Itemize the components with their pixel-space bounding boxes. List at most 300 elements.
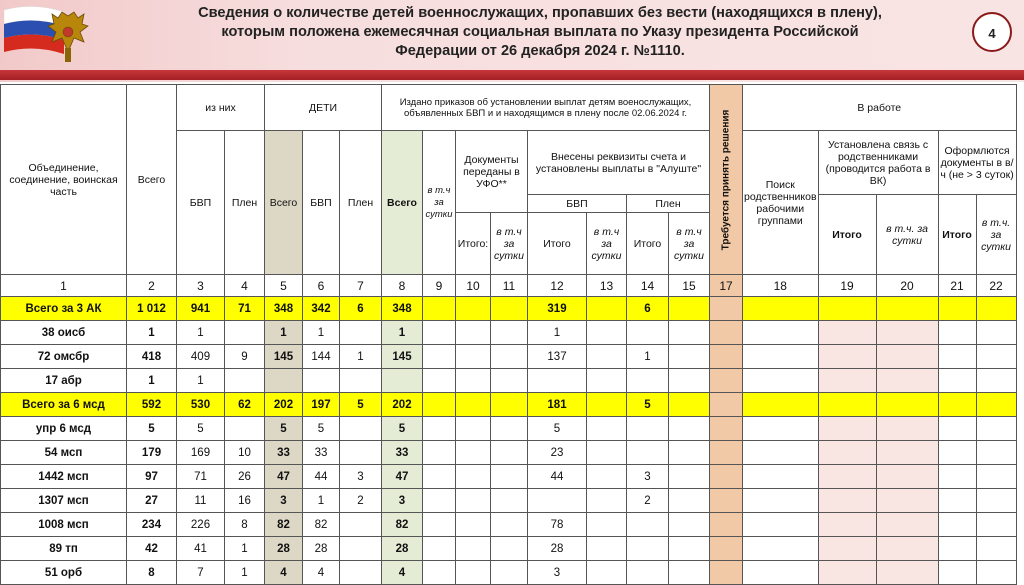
table-cell [456,465,491,489]
table-cell [587,465,627,489]
header-itogo: Итого [528,213,587,275]
header-of-them: из них [177,85,265,131]
header-bvp: БВП [177,131,225,275]
header-req-bvp: БВП [528,195,627,213]
title-line-3: Федерации от 26 декабря 2024 г. №1110. [395,43,685,59]
table-cell [340,537,382,561]
table-cell [938,297,976,321]
table-cell: 179 [127,441,177,465]
flag-eagle-emblem-icon [4,2,90,68]
table-cell: 5 [303,417,340,441]
table-cell: 1 [177,321,225,345]
table-cell [710,441,743,465]
table-cell [456,321,491,345]
row-unit-name: 72 омсбр [1,345,127,369]
table-row [1,537,1017,561]
header-children: ДЕТИ [265,85,382,131]
table-cell [225,417,265,441]
table-cell [423,537,456,561]
table-cell: 71 [177,465,225,489]
table-cell [938,465,976,489]
table-cell: 226 [177,513,225,537]
table-cell [743,393,819,417]
table-cell: 5 [382,417,423,441]
table-cell [491,393,528,417]
table-cell: 348 [382,297,423,321]
table-cell: 202 [382,393,423,417]
table-cell [976,489,1016,513]
title-line-1: Сведения о количестве детей военнослужащих, пропавших без вести (находящихся в плену), [198,5,882,21]
table-cell: 145 [382,345,423,369]
table-cell [587,537,627,561]
header-itogo-b: Итого [818,195,876,275]
table-cell: 3 [382,489,423,513]
header-orders-total: Всего [382,131,423,275]
row-unit-name: 38 оисб [1,321,127,345]
table-cell: 1 [303,321,340,345]
table-cell: 234 [127,513,177,537]
table-cell: 8 [127,561,177,585]
header-unit: Объединение, соединение, воинская часть [1,85,127,275]
table-cell [423,513,456,537]
table-cell: 44 [528,465,587,489]
table-cell [456,393,491,417]
table-cell [818,441,876,465]
table-cell [587,321,627,345]
table-cell [976,297,1016,321]
table-cell [976,513,1016,537]
table-cell: 5 [127,417,177,441]
table-cell: 28 [382,537,423,561]
table-row [1,345,1017,369]
table-cell [743,297,819,321]
table-cell: 941 [177,297,225,321]
table-cell: 33 [382,441,423,465]
table-cell [710,465,743,489]
table-cell [976,441,1016,465]
table-cell [340,513,382,537]
header-search: Поиск родственников рабочими группами [743,131,819,275]
column-number: 2 [127,275,177,297]
header-per-day-5: в т.ч. за сутки [876,195,938,275]
table-cell: 409 [177,345,225,369]
table-cell: 5 [627,393,669,417]
table-cell: 16 [225,489,265,513]
table-row [1,321,1017,345]
table-cell [976,345,1016,369]
row-unit-name: Всего за 6 мсд [1,393,127,417]
header-per-day-2: в т.ч за сутки [491,213,528,275]
table-cell: 28 [528,537,587,561]
header-itogo-c: Итого [938,195,976,275]
table-cell [587,441,627,465]
table-cell [456,417,491,441]
slide-title [150,4,930,61]
column-number: 11 [491,275,528,297]
table-cell [423,417,456,441]
table-cell [456,441,491,465]
table-cell [876,537,938,561]
table-cell: 3 [627,465,669,489]
table-row [1,417,1017,441]
row-unit-name: 1442 мсп [1,465,127,489]
table-cell: 11 [177,489,225,513]
table-cell: 82 [265,513,303,537]
table-cell: 2 [627,489,669,513]
table-cell [938,369,976,393]
table-cell [456,489,491,513]
table-cell [876,369,938,393]
table-cell: 9 [225,345,265,369]
table-cell [876,561,938,585]
table-cell [818,297,876,321]
table-cell: 71 [225,297,265,321]
table-cell [976,321,1016,345]
table-cell [818,537,876,561]
table-cell [976,561,1016,585]
table-cell: 5 [340,393,382,417]
table-cell [938,513,976,537]
column-number: 15 [669,275,710,297]
column-number-row [1,275,1017,297]
table-cell [743,513,819,537]
table-cell [669,417,710,441]
table-cell [876,393,938,417]
row-unit-name: 89 тп [1,537,127,561]
table-cell [587,561,627,585]
header-per-day-6: в т.ч. за сутки [976,195,1016,275]
table-cell [876,489,938,513]
table-cell: 319 [528,297,587,321]
table-row [1,369,1017,393]
table-cell [710,489,743,513]
header-children-bvp: БВП [303,131,340,275]
page-number-badge: 4 [972,12,1012,52]
table-cell [710,417,743,441]
table-cell [669,321,710,345]
table-cell [340,369,382,393]
table-cell [938,537,976,561]
table-body [1,297,1017,585]
table-cell [976,465,1016,489]
table-cell [627,321,669,345]
children-payments-table [0,84,1017,585]
header-per-day-3: в т.ч за сутки [587,213,627,275]
table-cell [938,345,976,369]
table-cell [669,345,710,369]
table-cell [818,369,876,393]
table-cell [587,297,627,321]
table-cell: 5 [177,417,225,441]
table-cell [710,513,743,537]
column-number: 9 [423,275,456,297]
table-cell: 28 [265,537,303,561]
table-cell [423,297,456,321]
table-cell [743,489,819,513]
table-cell [491,297,528,321]
table-cell [225,369,265,393]
table-cell: 1 [303,489,340,513]
summary-row [1,393,1017,417]
table-cell [669,513,710,537]
column-number: 8 [382,275,423,297]
table-cell [456,345,491,369]
header-contact: Установлена связь с родственниками (проводится работа в ВК) [818,131,938,195]
table-cell [456,537,491,561]
table-cell [938,489,976,513]
table-cell [669,561,710,585]
column-number: 1 [1,275,127,297]
column-number: 20 [876,275,938,297]
table-cell: 3 [528,561,587,585]
column-number: 19 [818,275,876,297]
table-cell [225,321,265,345]
table-cell [491,489,528,513]
header-issuing: Оформлются документы в в/ч (не > 3 суток) [938,131,1016,195]
table-cell [587,513,627,537]
table-cell: 137 [528,345,587,369]
table-cell [876,321,938,345]
table-cell [587,345,627,369]
header-divider-band [0,70,1024,80]
table-cell: 42 [127,537,177,561]
table-cell [265,369,303,393]
slide-header [0,0,1024,82]
table-cell: 1 [127,321,177,345]
table-cell: 47 [265,465,303,489]
table-cell [456,297,491,321]
table-cell: 10 [225,441,265,465]
table-cell: 1 [340,345,382,369]
row-unit-name: упр 6 мсд [1,417,127,441]
header-plen: Плен [225,131,265,275]
table-cell [587,417,627,441]
header-requisites: Внесены реквизиты счета и установлены выплаты в "Алуште" [528,131,710,195]
table-cell [938,393,976,417]
table-cell: 26 [225,465,265,489]
table-cell [938,561,976,585]
table-cell [627,441,669,465]
header-children-total: Всего [265,131,303,275]
table-cell [976,369,1016,393]
table-cell: 7 [177,561,225,585]
table-cell [669,393,710,417]
table-cell [340,441,382,465]
table-cell: 418 [127,345,177,369]
table-cell [340,321,382,345]
table-cell [743,321,819,345]
table-cell: 78 [528,513,587,537]
table-cell [491,321,528,345]
table-cell [710,561,743,585]
table-cell: 33 [303,441,340,465]
table-cell [587,489,627,513]
header-itogo-colon: Итого: [456,213,491,275]
table-cell [627,561,669,585]
table-cell: 348 [265,297,303,321]
table-cell [528,369,587,393]
header-total: Всего [127,85,177,275]
table-cell [491,369,528,393]
table-cell: 6 [627,297,669,321]
table-cell [669,537,710,561]
table-cell: 23 [528,441,587,465]
table-cell [423,441,456,465]
table-cell [491,441,528,465]
table-cell [876,441,938,465]
table-cell [818,417,876,441]
table-cell [340,417,382,441]
table-cell [340,561,382,585]
table-cell [491,417,528,441]
table-cell [669,465,710,489]
table-cell [587,369,627,393]
header-children-plen: Плен [340,131,382,275]
table-cell: 1 [382,321,423,345]
title-line-2: которым положена ежемесячная социальная выплата по Указу президента Российской [221,24,859,40]
table-cell [710,537,743,561]
table-cell [818,345,876,369]
table-cell: 8 [225,513,265,537]
table-cell [423,489,456,513]
table-cell [876,465,938,489]
column-number: 4 [225,275,265,297]
row-unit-name: 54 мсп [1,441,127,465]
header-decision [710,85,743,275]
column-number: 6 [303,275,340,297]
table-cell [528,489,587,513]
table-cell [491,537,528,561]
table-cell [627,417,669,441]
header-in-work: В работе [743,85,1017,131]
table-cell [627,537,669,561]
table-cell [743,561,819,585]
table-cell: 2 [340,489,382,513]
table-row [1,489,1017,513]
table-cell: 197 [303,393,340,417]
column-number: 14 [627,275,669,297]
table-cell [423,321,456,345]
table-cell: 44 [303,465,340,489]
table-cell [423,393,456,417]
table-cell [587,393,627,417]
table-cell: 5 [265,417,303,441]
table-cell: 3 [265,489,303,513]
table-row [1,561,1017,585]
table-cell: 169 [177,441,225,465]
header-orders: Издано приказов об установлении выплат детям военослужащих, объявленных БВП и и находящимся в плену после 02.06.2024 г. [382,85,710,131]
table-cell [423,465,456,489]
header-per-day-4: в т.ч за сутки [669,213,710,275]
table-cell: 3 [340,465,382,489]
column-number: 5 [265,275,303,297]
table-cell: 342 [303,297,340,321]
table-cell: 41 [177,537,225,561]
table-cell [976,393,1016,417]
table-cell: 1 012 [127,297,177,321]
row-unit-name: 17 абр [1,369,127,393]
summary-row [1,297,1017,321]
row-unit-name: 1307 мсп [1,489,127,513]
table-cell [456,513,491,537]
table-cell [938,417,976,441]
table-cell [491,345,528,369]
table-cell: 6 [340,297,382,321]
table-cell: 4 [382,561,423,585]
table-cell [976,537,1016,561]
table-cell [669,489,710,513]
table-cell [876,417,938,441]
header-docs-ufo: Документы переданы в УФО** [456,131,528,213]
column-number: 10 [456,275,491,297]
table-cell [423,561,456,585]
table-cell [627,369,669,393]
table-cell [669,297,710,321]
table-cell [710,369,743,393]
table-cell: 1 [265,321,303,345]
table-cell: 1 [528,321,587,345]
table-cell: 47 [382,465,423,489]
column-number: 21 [938,275,976,297]
table-cell: 62 [225,393,265,417]
table-cell: 1 [225,561,265,585]
table-cell [423,345,456,369]
table-cell: 202 [265,393,303,417]
table-cell [876,513,938,537]
table-cell [743,441,819,465]
header-decision-label: Требуется принять решения [720,109,732,250]
header-req-plen: Плен [627,195,710,213]
table-cell: 33 [265,441,303,465]
row-unit-name: Всего за 3 АК [1,297,127,321]
table-cell [818,465,876,489]
table-cell [491,513,528,537]
table-cell [876,297,938,321]
table-cell: 97 [127,465,177,489]
table-cell: 144 [303,345,340,369]
table-cell [938,441,976,465]
column-number: 17 [710,275,743,297]
table-cell [669,441,710,465]
column-number: 22 [976,275,1016,297]
table-cell [876,345,938,369]
table-cell: 28 [303,537,340,561]
table-cell [818,393,876,417]
table-cell: 27 [127,489,177,513]
column-number: 18 [743,275,819,297]
table-cell [743,537,819,561]
table-cell: 145 [265,345,303,369]
header-per-day: в т.ч за сутки [423,131,456,275]
table-cell: 4 [303,561,340,585]
column-number: 3 [177,275,225,297]
table-row [1,513,1017,537]
table-cell [818,489,876,513]
table-cell: 82 [382,513,423,537]
table-cell [710,297,743,321]
table-cell: 181 [528,393,587,417]
column-number: 13 [587,275,627,297]
table-cell [456,369,491,393]
table-cell [818,513,876,537]
column-number: 7 [340,275,382,297]
table-cell [743,369,819,393]
table-cell [743,345,819,369]
table-cell [456,561,491,585]
table-cell [669,369,710,393]
table-cell: 4 [265,561,303,585]
table-cell [938,321,976,345]
